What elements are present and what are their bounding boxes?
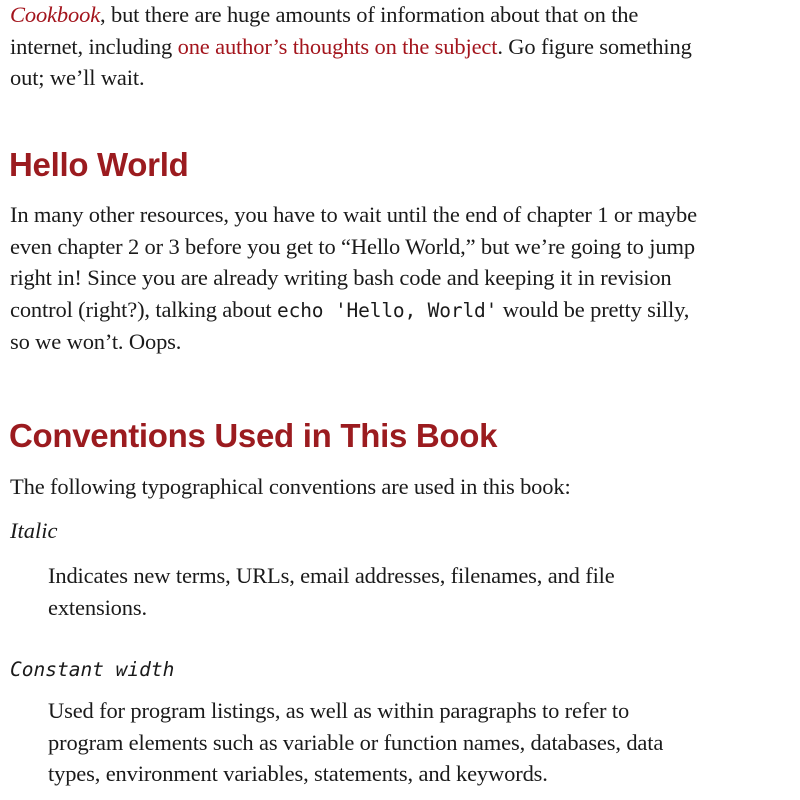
cw-def-line-2: program elements such as variable or function names, databases, data <box>48 729 664 755</box>
intro-line-3: out; we’ll wait. <box>10 65 145 90</box>
intro-line-2 <box>10 31 692 63</box>
constant-width-definition <box>48 695 663 790</box>
hello-line-3: right in! Since you are already writing bash code and keeping it in revision <box>10 265 672 290</box>
hello-line-4 <box>10 294 697 327</box>
echo-code: echo 'Hello, World' <box>277 298 498 322</box>
hello-world-paragraph <box>10 199 697 358</box>
hello-line-1: In many other resources, you have to wait until the end of chapter 1 or maybe <box>10 202 697 227</box>
intro-line-2-pre: internet, including <box>10 33 178 59</box>
cw-def-line-3: types, environment variables, statements, and keywords. <box>48 761 548 786</box>
author-thoughts-link[interactable]: one author’s thoughts on the subject <box>177 33 498 59</box>
italic-def-line-2: extensions. <box>48 594 147 620</box>
hello-line-4-post: would be pretty silly, <box>497 296 690 322</box>
cw-def-line-1: Used for program listings, as well as within paragraphs to refer to <box>48 698 630 723</box>
hello-line-4-pre: control (right?), talking about <box>10 296 278 322</box>
conventions-intro: The following typographical conventions are used in this book: <box>10 474 571 499</box>
intro-paragraph <box>10 0 692 94</box>
hello-world-heading: Hello World <box>9 146 189 183</box>
hello-line-5: so we won’t. Oops. <box>10 329 182 354</box>
term-constant-width: Constant width <box>10 658 175 681</box>
hello-line-2: even chapter 2 or 3 before you get to “Hello World,” but we’re going to jump <box>10 233 695 259</box>
intro-line-1 <box>10 0 692 31</box>
cookbook-link[interactable]: Cookbook <box>10 2 101 27</box>
conventions-heading: Conventions Used in This Book <box>9 417 498 454</box>
term-italic: Italic <box>10 518 58 543</box>
italic-definition <box>48 560 615 623</box>
intro-line-1-text: , but there are huge amounts of information about that on the <box>100 2 639 27</box>
intro-line-2-post: . Go figure something <box>497 33 692 59</box>
italic-def-line-1: Indicates new terms, URLs, email addresses, filenames, and file <box>48 563 615 588</box>
